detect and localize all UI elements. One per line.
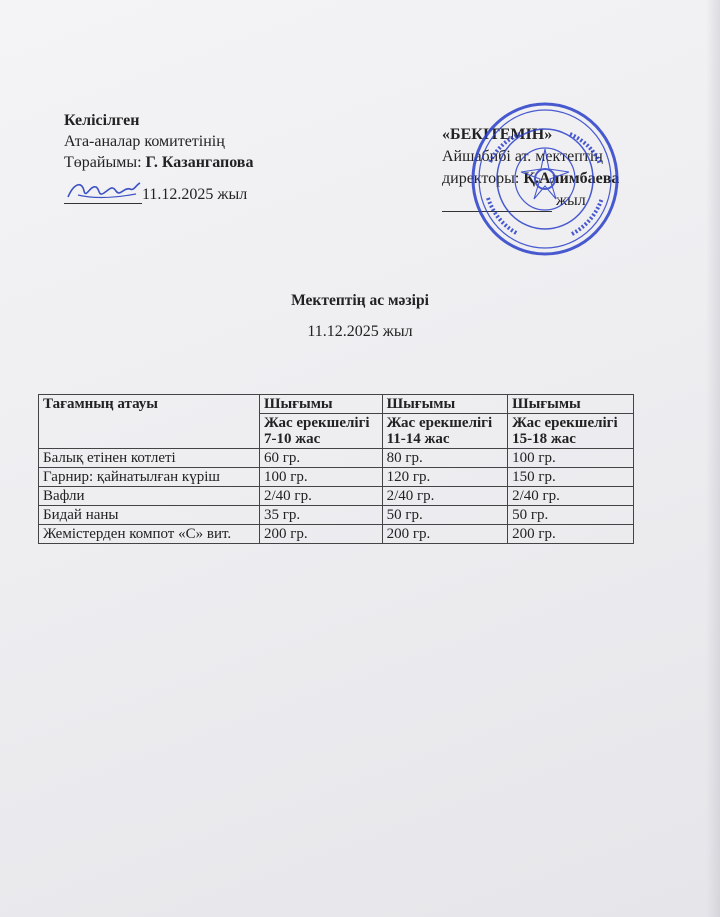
left-signature-line [64,177,247,204]
director-name: Қ.Алимбаева [523,170,620,187]
approved-heading: «БЕКІТЕМІН» [442,126,553,143]
stamp-icon [470,102,620,257]
portion-11-14: 120 гр. [382,468,508,487]
school-line: Айшабибі ат. мектептің [442,148,603,165]
portion-7-10: 2/40 гр. [260,487,383,506]
table-row [39,487,634,506]
director-label: директоры: [442,170,520,187]
portion-7-10: 35 гр. [260,506,383,525]
portion-7-10: 60 гр. [260,449,383,468]
table-header-row [39,395,634,414]
approval-left-block [64,110,364,173]
portion-15-18: 2/40 гр. [508,487,634,506]
dish-name: Гарнир: қайнатылған күріш [39,468,260,487]
age-group-7-10: Жас ерекшелігі 7-10 жас [260,414,383,449]
menu-date: 11.12.2025 жыл [307,323,413,340]
header-dish-name: Тағамның атауы [39,395,260,449]
agreed-date: 11.12.2025 жыл [142,186,248,203]
dish-name: Балық етінен котлеті [39,449,260,468]
table-row [39,449,634,468]
header-yield: Шығымы [260,395,383,414]
dish-name: Вафли [39,487,260,506]
age-group-15-18: Жас ерекшелігі 15-18 жас [508,414,634,449]
chairperson-line [64,152,364,173]
portion-11-14: 2/40 гр. [382,487,508,506]
portion-7-10: 100 гр. [260,468,383,487]
table-row [39,468,634,487]
approved-date-suffix: жыл [556,192,586,209]
portion-7-10: 200 гр. [260,525,383,544]
portion-11-14: 50 гр. [382,506,508,525]
dish-name: Бидай наны [39,506,260,525]
table-row [39,525,634,544]
portion-15-18: 200 гр. [508,525,634,544]
age-group-11-14: Жас ерекшелігі 11-14 жас [382,414,508,449]
portion-15-18: 50 гр. [508,506,634,525]
header-yield: Шығымы [508,395,634,414]
portion-11-14: 80 гр. [382,449,508,468]
table-row [39,506,634,525]
chairperson-name: Г. Казангапова [145,154,254,171]
menu-table [38,394,634,544]
committee-line: Ата-аналар комитетінің [64,133,225,150]
page-title: Мектептің ас мәзірі [291,292,429,309]
chairperson-label: Төрайымы: [64,154,142,171]
signature-icon [64,177,142,204]
portion-15-18: 100 гр. [508,449,634,468]
dish-name: Жемістерден компот «С» вит. [39,525,260,544]
portion-11-14: 200 гр. [382,525,508,544]
page-edge-shadow [706,0,720,917]
header-yield: Шығымы [382,395,508,414]
portion-15-18: 150 гр. [508,468,634,487]
agreed-heading: Келісілген [64,112,140,129]
